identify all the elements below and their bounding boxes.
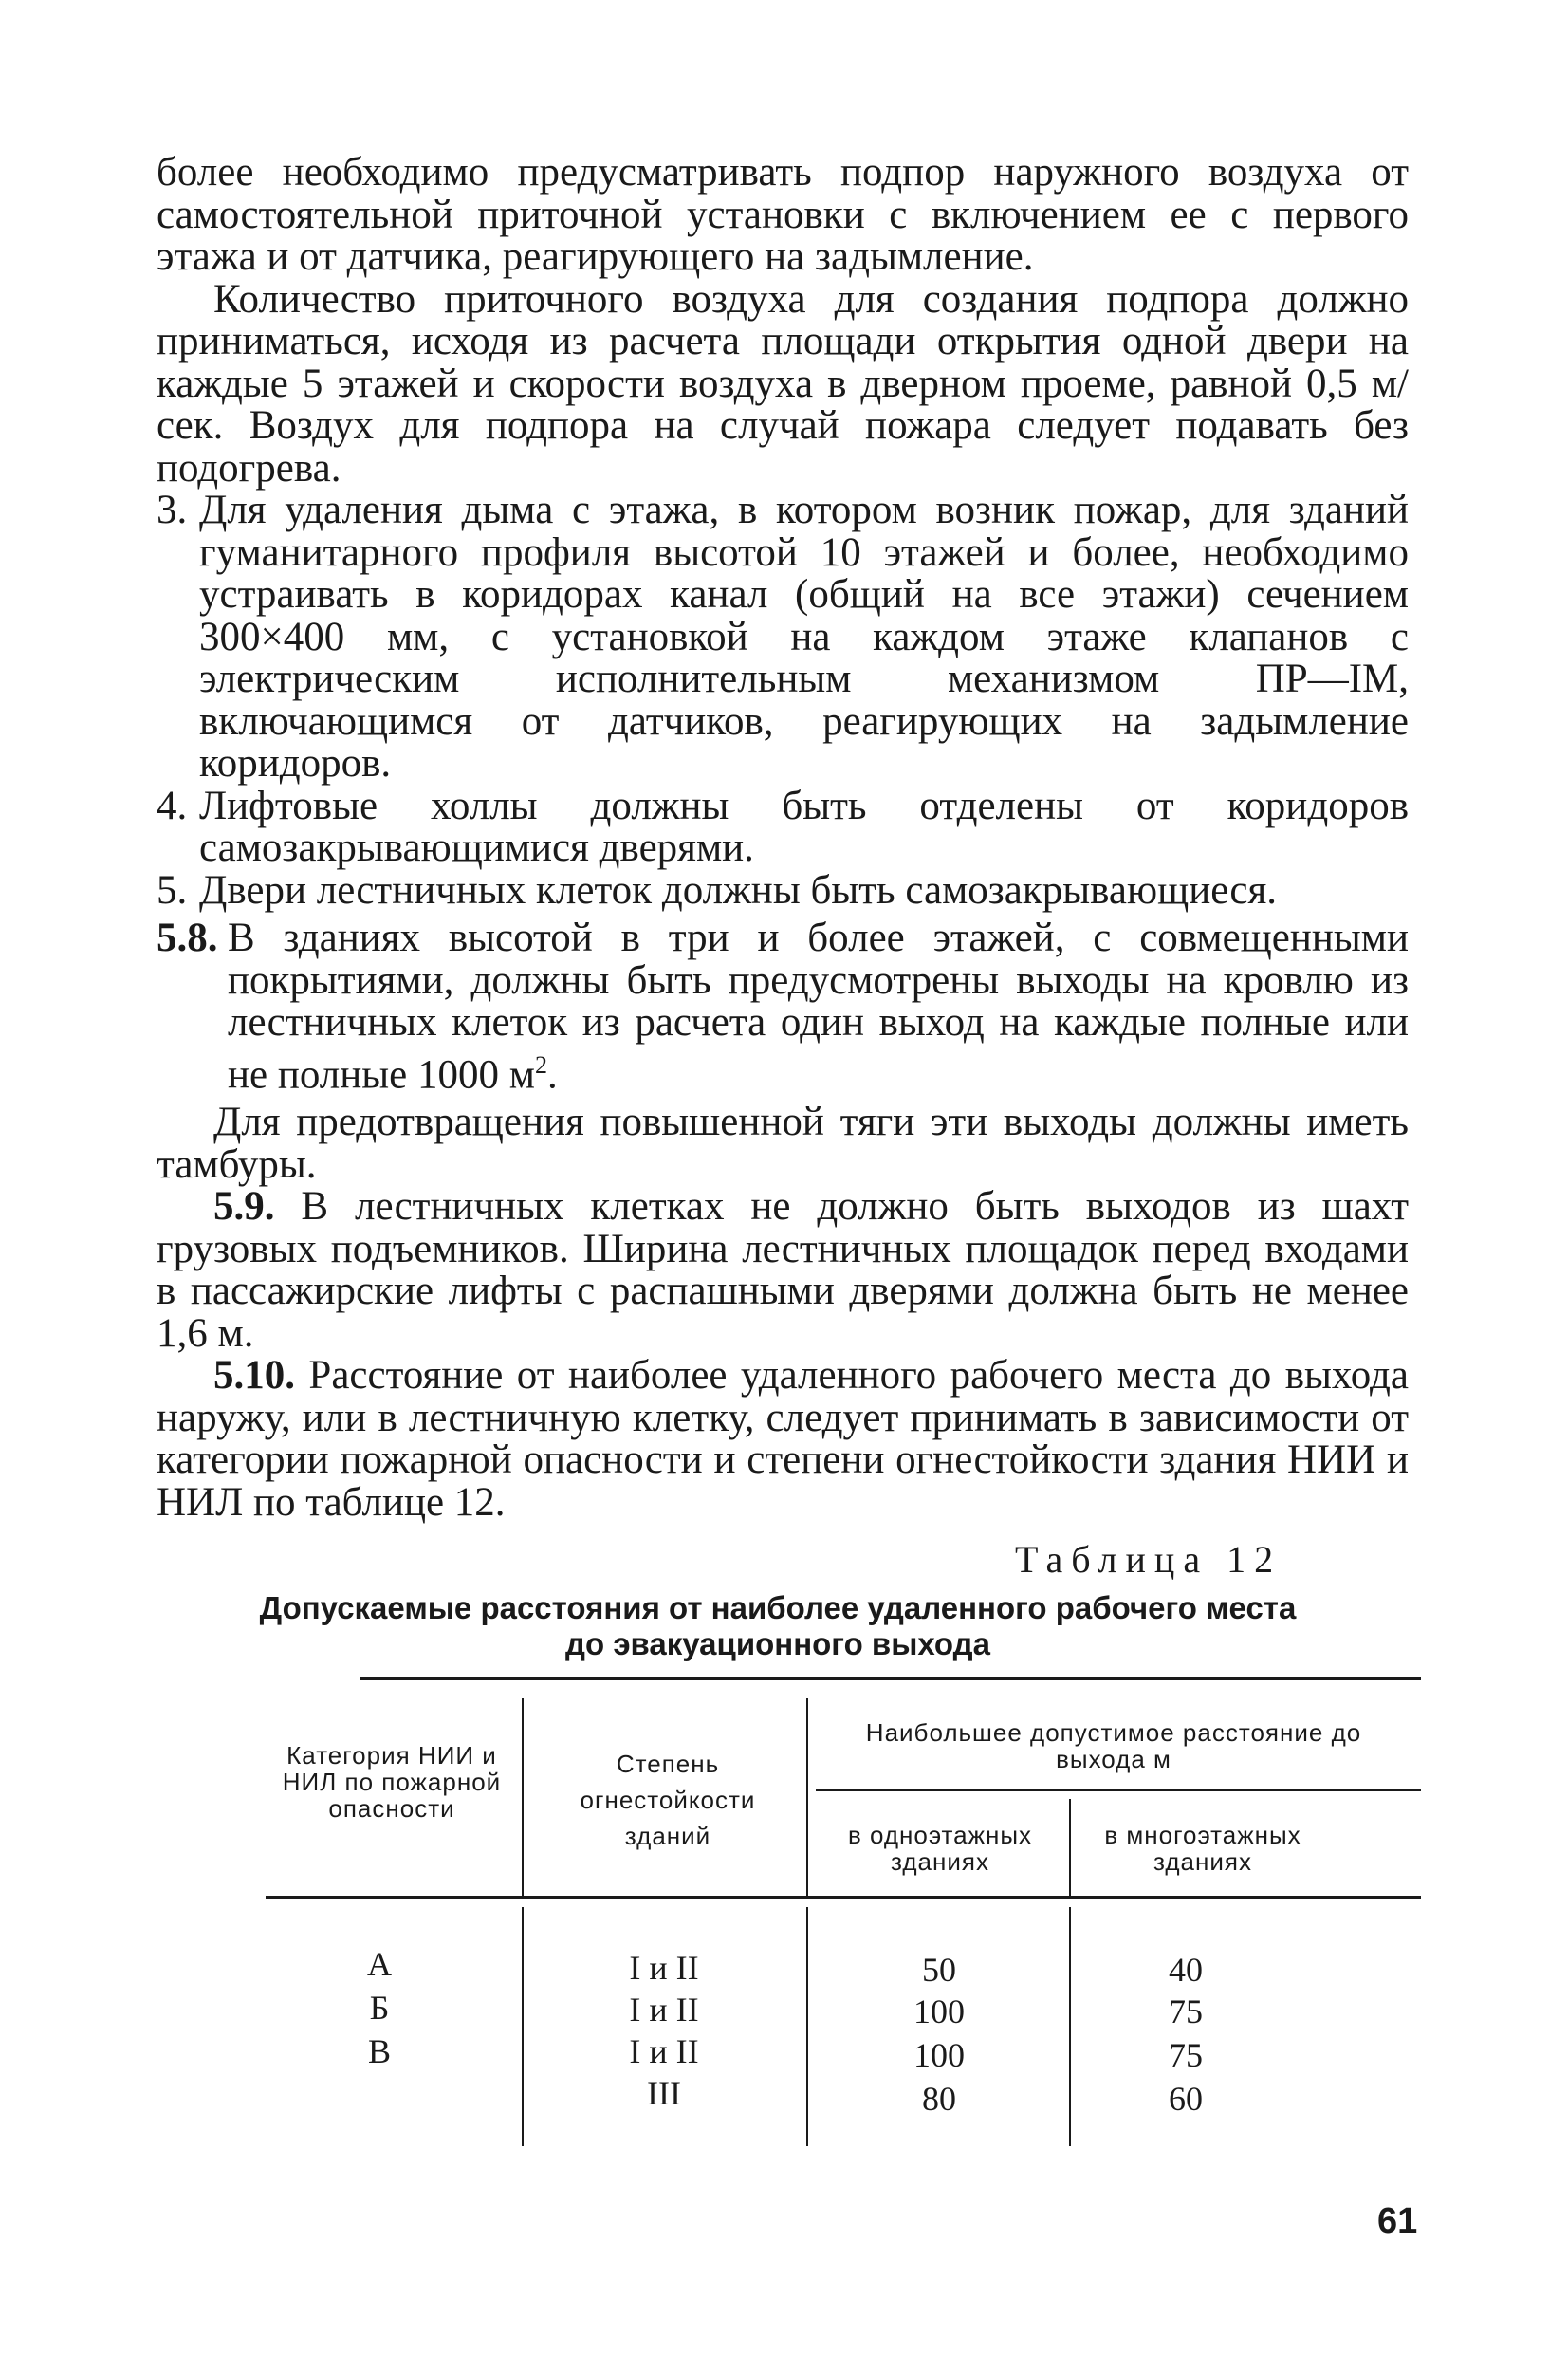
table-cell-multi: 40 <box>1169 1951 1203 1989</box>
table-cell-single: 100 <box>913 1993 965 2030</box>
section-text: В лестничных клетках не должно быть выходов из шахт грузовых подъемников. Ширина лестничных площадок перед входами в пассажирские лифты с распашными дверями должна быть не менее 1,6 м. <box>157 1184 1410 1356</box>
table-cell-multi: 60 <box>1169 2080 1203 2118</box>
table-column-divider <box>522 1907 524 2146</box>
table-header-single-storey: в одноэтажных зданиях <box>847 1821 1033 1876</box>
table-column-divider <box>522 1698 524 1896</box>
table-cell-degree: I и II <box>629 2032 699 2070</box>
section-5-9 <box>157 1186 1409 1355</box>
superscript: 2 <box>534 1050 547 1079</box>
table-header-multi-storey: в многоэтажных зданиях <box>1104 1821 1301 1876</box>
section-number: 5.9. <box>213 1184 275 1230</box>
table-column-divider <box>1069 1799 1071 1896</box>
table-cell-multi: 75 <box>1169 1993 1203 2030</box>
table-column-divider <box>806 1907 808 2146</box>
table-cell-degree: I и II <box>629 1991 699 2029</box>
table-cell-multi: 75 <box>1169 2036 1203 2074</box>
table-column-divider <box>1069 1907 1071 2146</box>
section-text: В зданиях высотой в три и более этажей, с совмещенными покрытиями, должны быть предусмотрены выходы на кровлю из лестничных клеток из расчета один выход на каждые полные или не полные 1000 $м^2$. <box>228 916 1409 1097</box>
list-item-3 <box>157 490 1409 786</box>
section-text: Расстояние от наиболее удаленного рабочего места до выхода наружу, или в лестничную клетку, следует принимать в зависимости от категории пожарной опасности и степени огнестойкости здания НИИ и НИЛ по таблице 12. <box>157 1353 1409 1525</box>
section-number: 5.10. <box>213 1353 295 1399</box>
table-header-fire-resistance: Степень огнестойкости зданий <box>580 1750 756 1850</box>
list-item-text: Двери лестничных клеток должны быть самозакрывающиеся. <box>199 867 1277 913</box>
paragraph-air-supply: более необходимо предусматривать подпор наружного воздуха от самостоятельной приточной установки с включением ее с первого этажа и от датчика, реагирующего на задымление. <box>157 150 1409 279</box>
paragraph-tambur: Для предотвращения повышенной тяги эти выходы должны иметь тамбуры. <box>157 1100 1409 1187</box>
table-subheader-rule <box>816 1789 1421 1791</box>
table-cell-category: Б <box>369 1989 390 2027</box>
list-item-5 <box>157 867 1409 913</box>
table-header-rule <box>266 1896 1421 1899</box>
body-text <box>157 152 1409 1524</box>
table-header-category: Категория НИИ и НИЛ по пожарной опасности <box>282 1741 502 1823</box>
list-number: 5. <box>157 867 188 913</box>
table-caption: Допускаемые расстояния от наиболее удаленного рабочего места до эвакуационного выхода <box>259 1590 1297 1661</box>
table-cell-single: 50 <box>922 1951 956 1989</box>
table-cell-degree: I и II <box>629 1949 699 1987</box>
table-cell-degree: III <box>647 2074 681 2112</box>
table-header-max-distance: Наибольшее допустимое расстояние до выхода м <box>865 1718 1362 1773</box>
list-number: 4. <box>157 783 188 828</box>
list-item-4 <box>157 783 1409 870</box>
table-cell-single: 100 <box>913 2036 965 2074</box>
section-number: 5.8. <box>157 916 218 960</box>
paragraph-air-quantity: Количество приточного воздуха для создания подпора должно приниматься, исходя из расчета площади открытия одной двери на каждые 5 этажей и скорости воздуха в дверном проеме, равной 0,5 м/сек. Воздух для подпора на случай пожара следует подавать без подогрева. <box>157 276 1409 491</box>
list-number: 3. <box>157 488 188 532</box>
table-cell-category: В <box>367 2032 391 2070</box>
list-item-text: Для удаления дыма с этажа, в котором возник пожар, для зданий гуманитарного профиля высотой 10 этажей и более, необходимо устраивать в коридорах канал (общий на все этажи) сечением 300×400 мм, с установкой на каждом этаже клапанов с электрическим исполнительным механизмом ПР—IМ, включающимся от датчиков, реагирующих на задымление коридоров. <box>199 488 1409 786</box>
list-item-text: Лифтовые холлы должны быть отделены от коридоров самозакрывающимися дверями. <box>199 783 1409 870</box>
table-column-divider <box>806 1698 808 1896</box>
table-top-rule <box>360 1677 1421 1680</box>
section-5-8 <box>157 918 1409 1096</box>
section-5-10 <box>157 1355 1409 1524</box>
page-number: 61 <box>1377 2201 1418 2241</box>
table-label: Таблица 12 <box>1015 1538 1282 1581</box>
table-cell-category: А <box>367 1945 392 1983</box>
table-cell-single: 80 <box>922 2080 956 2118</box>
